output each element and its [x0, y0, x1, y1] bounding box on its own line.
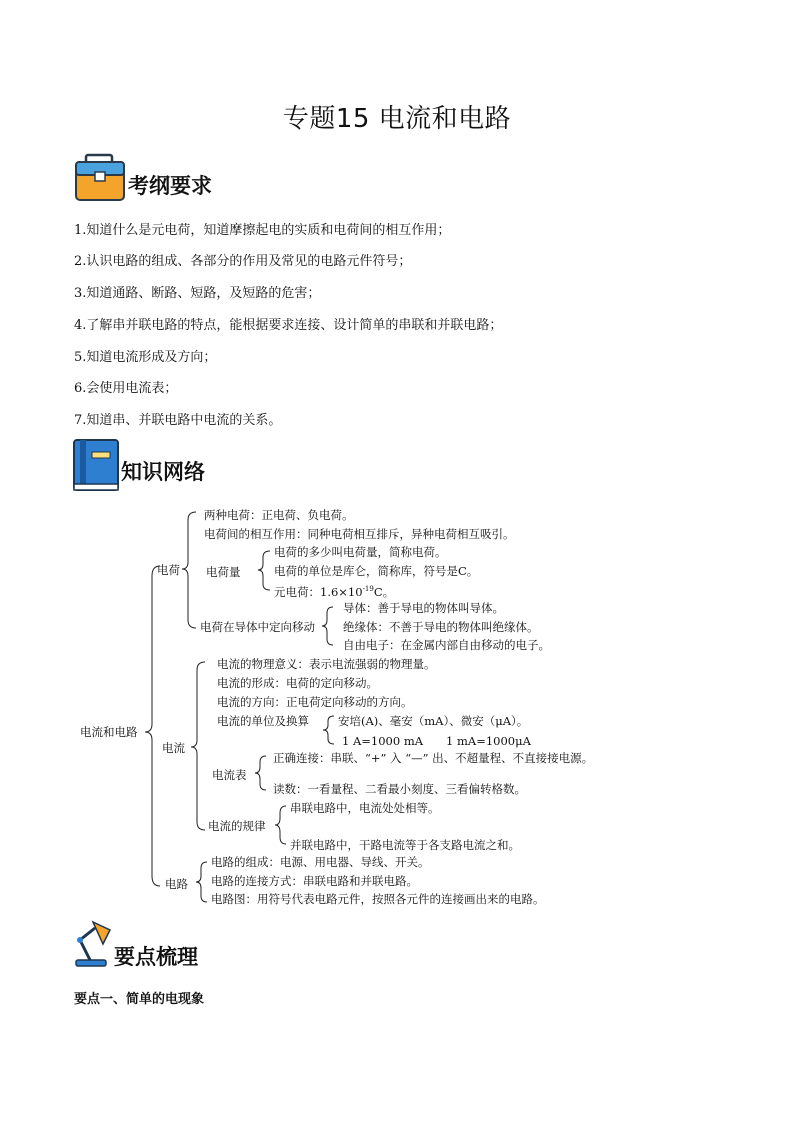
- mindmap-leaf: 电荷间的相互作用：同种电荷相互排斥，异种电荷相互吸引。: [204, 527, 515, 541]
- desk-lamp-icon: [76, 922, 110, 966]
- mindmap-leaf: 导体：善于导电的物体叫导体。: [343, 601, 504, 615]
- brace-law: [275, 806, 286, 844]
- mindmap-root: 电流和电路: [80, 725, 138, 739]
- mindmap-leaf-elementary-charge: [274, 582, 394, 599]
- mindmap-leaf: 电流的方向：正电荷定向移动的方向。: [217, 695, 413, 709]
- requirement-item: 2.认识电路的组成、各部分的作用及常见的电路元件符号；: [74, 254, 412, 269]
- book-icon: [74, 440, 118, 490]
- section-heading-network: 知识网络: [121, 460, 205, 484]
- brace-root: [145, 566, 160, 886]
- mindmap-leaf: 正确连接：串联、“+” 入 “—” 出、不超量程、不直接接电源。: [273, 751, 594, 765]
- requirement-item: 5.知道电流形成及方向；: [74, 350, 217, 365]
- mindmap-node-meter: 电流表: [212, 768, 247, 782]
- elem-prefix: 元电荷：1.6×10: [274, 584, 363, 599]
- mindmap-node-unit: 电流的单位及换算: [217, 714, 309, 728]
- keypoint-heading: 要点一、简单的电现象: [74, 992, 205, 1007]
- requirement-item: 7.知道串、并联电路中电流的关系。: [74, 413, 282, 428]
- brace-unit: [323, 716, 334, 744]
- mindmap-leaf: 电流的形成：电荷的定向移动。: [217, 676, 378, 690]
- mindmap-node-motion: 电荷在导体中定向移动: [200, 620, 315, 634]
- mindmap-leaf: 电流的物理意义：表示电流强弱的物理量。: [217, 657, 436, 671]
- page-title: 专题15 电流和电路: [282, 104, 512, 134]
- brace-meter: [255, 756, 266, 790]
- mindmap-leaf: 电路图：用符号代表电路元件，按照各元件的连接画出来的电路。: [211, 892, 545, 906]
- mindmap-node-current: 电流: [162, 741, 185, 755]
- mindmap-leaf: 电路的连接方式：串联电路和并联电路。: [211, 874, 418, 888]
- mindmap-leaf: 串联电路中，电流处处相等。: [290, 801, 440, 815]
- mindmap-node-circuit: 电路: [165, 877, 188, 891]
- mindmap-node-law: 电流的规律: [208, 819, 266, 833]
- brace-current: [191, 662, 205, 830]
- mindmap-leaf: 安培(A)、毫安（mA）、微安（μA）。: [338, 714, 529, 728]
- mindmap-node-quantity: 电荷量: [206, 565, 241, 579]
- mindmap-leaf: 电荷的单位是库仑，简称库，符号是C。: [274, 564, 479, 578]
- mindmap-leaf: 并联电路中，干路电流等于各支路电流之和。: [290, 838, 520, 852]
- elem-exponent: -19: [362, 585, 374, 593]
- mindmap-leaf: 电荷的多少叫电荷量，简称电荷。: [274, 545, 447, 559]
- requirement-item: 3.知道通路、断路、短路，及短路的危害；: [74, 286, 321, 301]
- brace-motion: [322, 607, 333, 645]
- mindmap-leaf: 两种电荷：正电荷、负电荷。: [204, 508, 354, 522]
- requirement-item: 6.会使用电流表；: [74, 381, 178, 396]
- requirement-item: 1.知道什么是元电荷，知道摩擦起电的实质和电荷间的相互作用；: [74, 223, 451, 238]
- brace-quantity: [258, 551, 270, 590]
- brace-circuit: [196, 862, 207, 902]
- section-heading-keypoints: 要点梳理: [114, 945, 198, 969]
- mindmap-leaf: 1 A=1000 mA 1 mA=1000μA: [342, 734, 531, 748]
- brace-charge: [182, 512, 196, 628]
- mindmap-leaf: 读数：一看量程、二看最小刻度、三看偏转格数。: [273, 782, 526, 796]
- section-heading-requirements: 考纲要求: [128, 174, 212, 198]
- briefcase-icon: [76, 155, 124, 200]
- mindmap-leaf: 电路的组成：电源、用电器、导线、开关。: [211, 855, 430, 869]
- mindmap-node-charge: 电荷: [157, 563, 180, 577]
- elem-suffix: C。: [373, 584, 395, 599]
- mindmap-leaf: 绝缘体：不善于导电的物体叫绝缘体。: [343, 620, 539, 634]
- mindmap-leaf: 自由电子：在金属内部自由移动的电子。: [343, 638, 550, 652]
- requirement-item: 4.了解串并联电路的特点，能根据要求连接、设计简单的串联和并联电路；: [74, 318, 503, 333]
